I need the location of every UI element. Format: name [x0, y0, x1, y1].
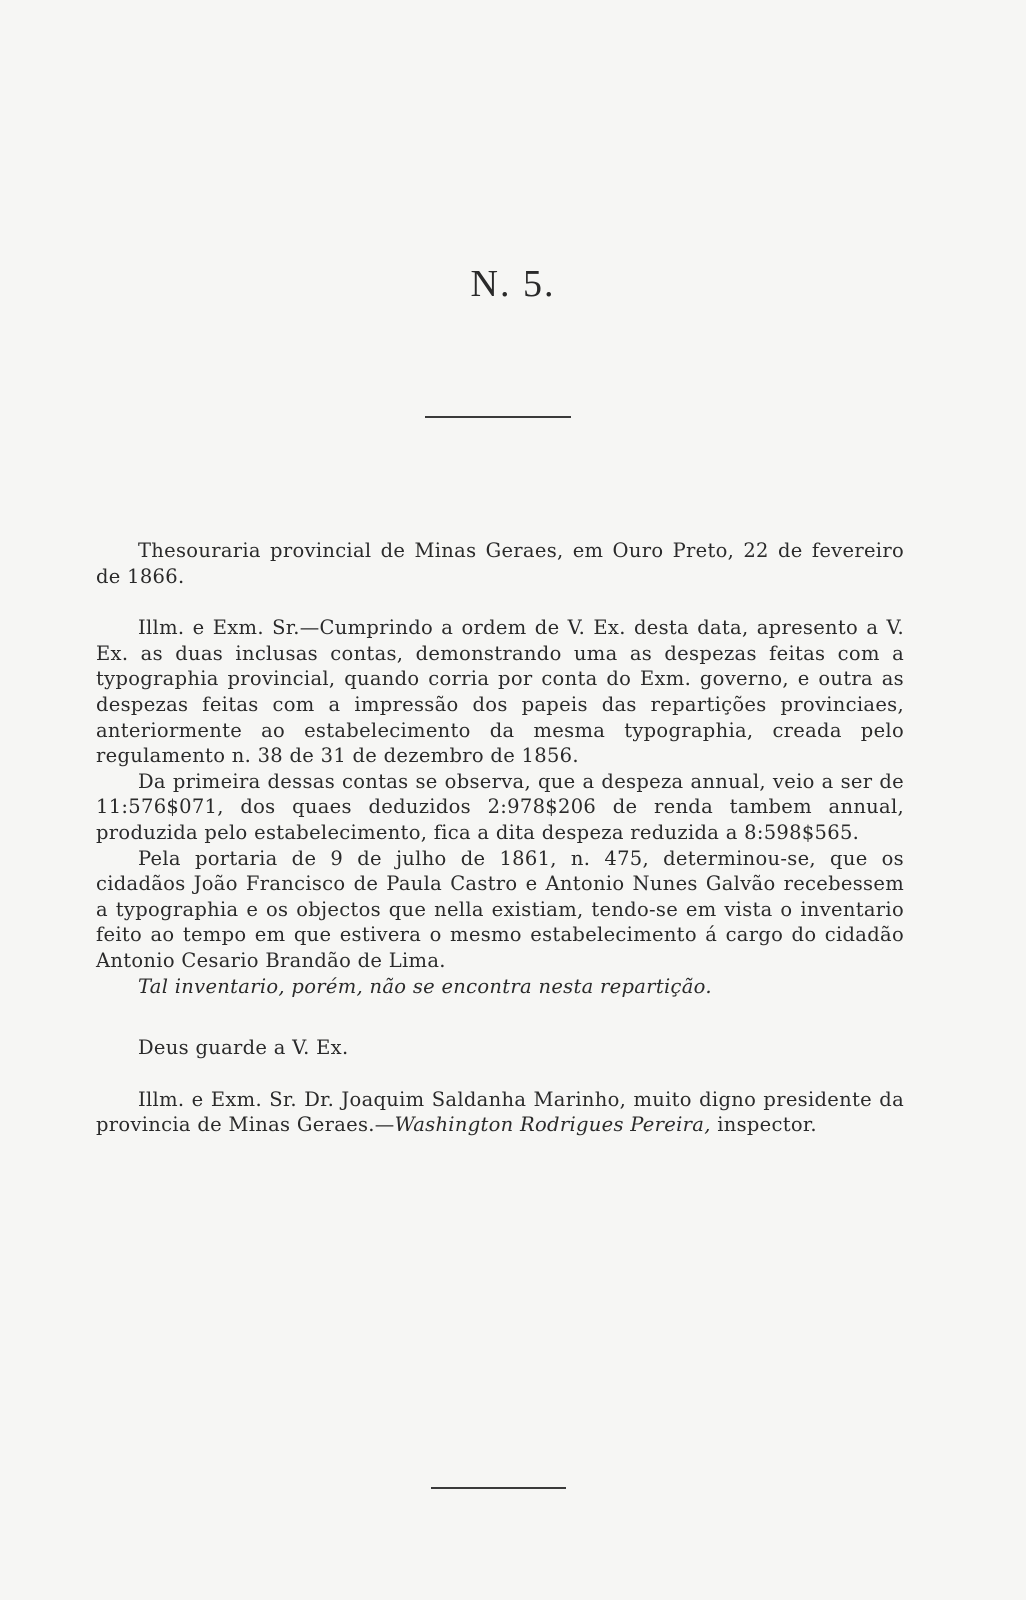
- top-divider-rule: [425, 416, 571, 418]
- paragraph-1: Illm. e Exm. Sr.—Cumprindo a ordem de V. Ex. desta data, apresento a V. Ex. as duas inclusas contas, demonstrando uma as despezas feitas com a typographia provincial, quando corria por conta do Exm. governo, e outra as despezas feitas com a impressão dos papeis das repartições provinciaes, anteriormente ao estabelecimento da mesma typographia, creada pelo regulamento n. 38 de 31 de dezembro de 1856.: [96, 616, 904, 768]
- address-line: [96, 1087, 904, 1138]
- signature-title: inspector.: [710, 1113, 817, 1137]
- document-number-heading: N. 5.: [470, 263, 556, 305]
- signature-name: Washington Rodrigues Pereira,: [394, 1113, 711, 1137]
- paragraph-3: Pela portaria de 9 de julho de 1861, n. 475, determinou-se, que os cidadãos João Francisco de Paula Castro e Antonio Nunes Galvão recebessem a typographia e os objectos que nella existiam, tendo-se em vista o inventario feito ao tempo em que estivera o mesmo estabelecimento á cargo do cidadão Antonio Cesario Brandão de Lima.: [96, 846, 904, 972]
- paragraph-2: Da primeira dessas contas se observa, que a despeza annual, veio a ser de 11:576$071, dos quaes deduzidos 2:978$206 de renda tambem annual, produzida pelo estabelecimento, fica a dita despeza reduzida a 8:598$565.: [96, 769, 904, 844]
- closing-line: Deus guarde a V. Ex.: [138, 1036, 349, 1060]
- letter-body: [96, 538, 904, 1138]
- bottom-divider-rule: [431, 1487, 566, 1489]
- italic-note: Tal inventario, porém, não se encontra nesta repartição.: [138, 974, 712, 998]
- place-date-line: Thesouraria provincial de Minas Geraes, em Ouro Preto, 22 de fevereiro de 1866.: [96, 539, 904, 588]
- address-text: Illm. e Exm. Sr. Dr. Joaquim Saldanha Marinho, muito digno presidente da provincia de Minas Geraes.—: [96, 1087, 904, 1137]
